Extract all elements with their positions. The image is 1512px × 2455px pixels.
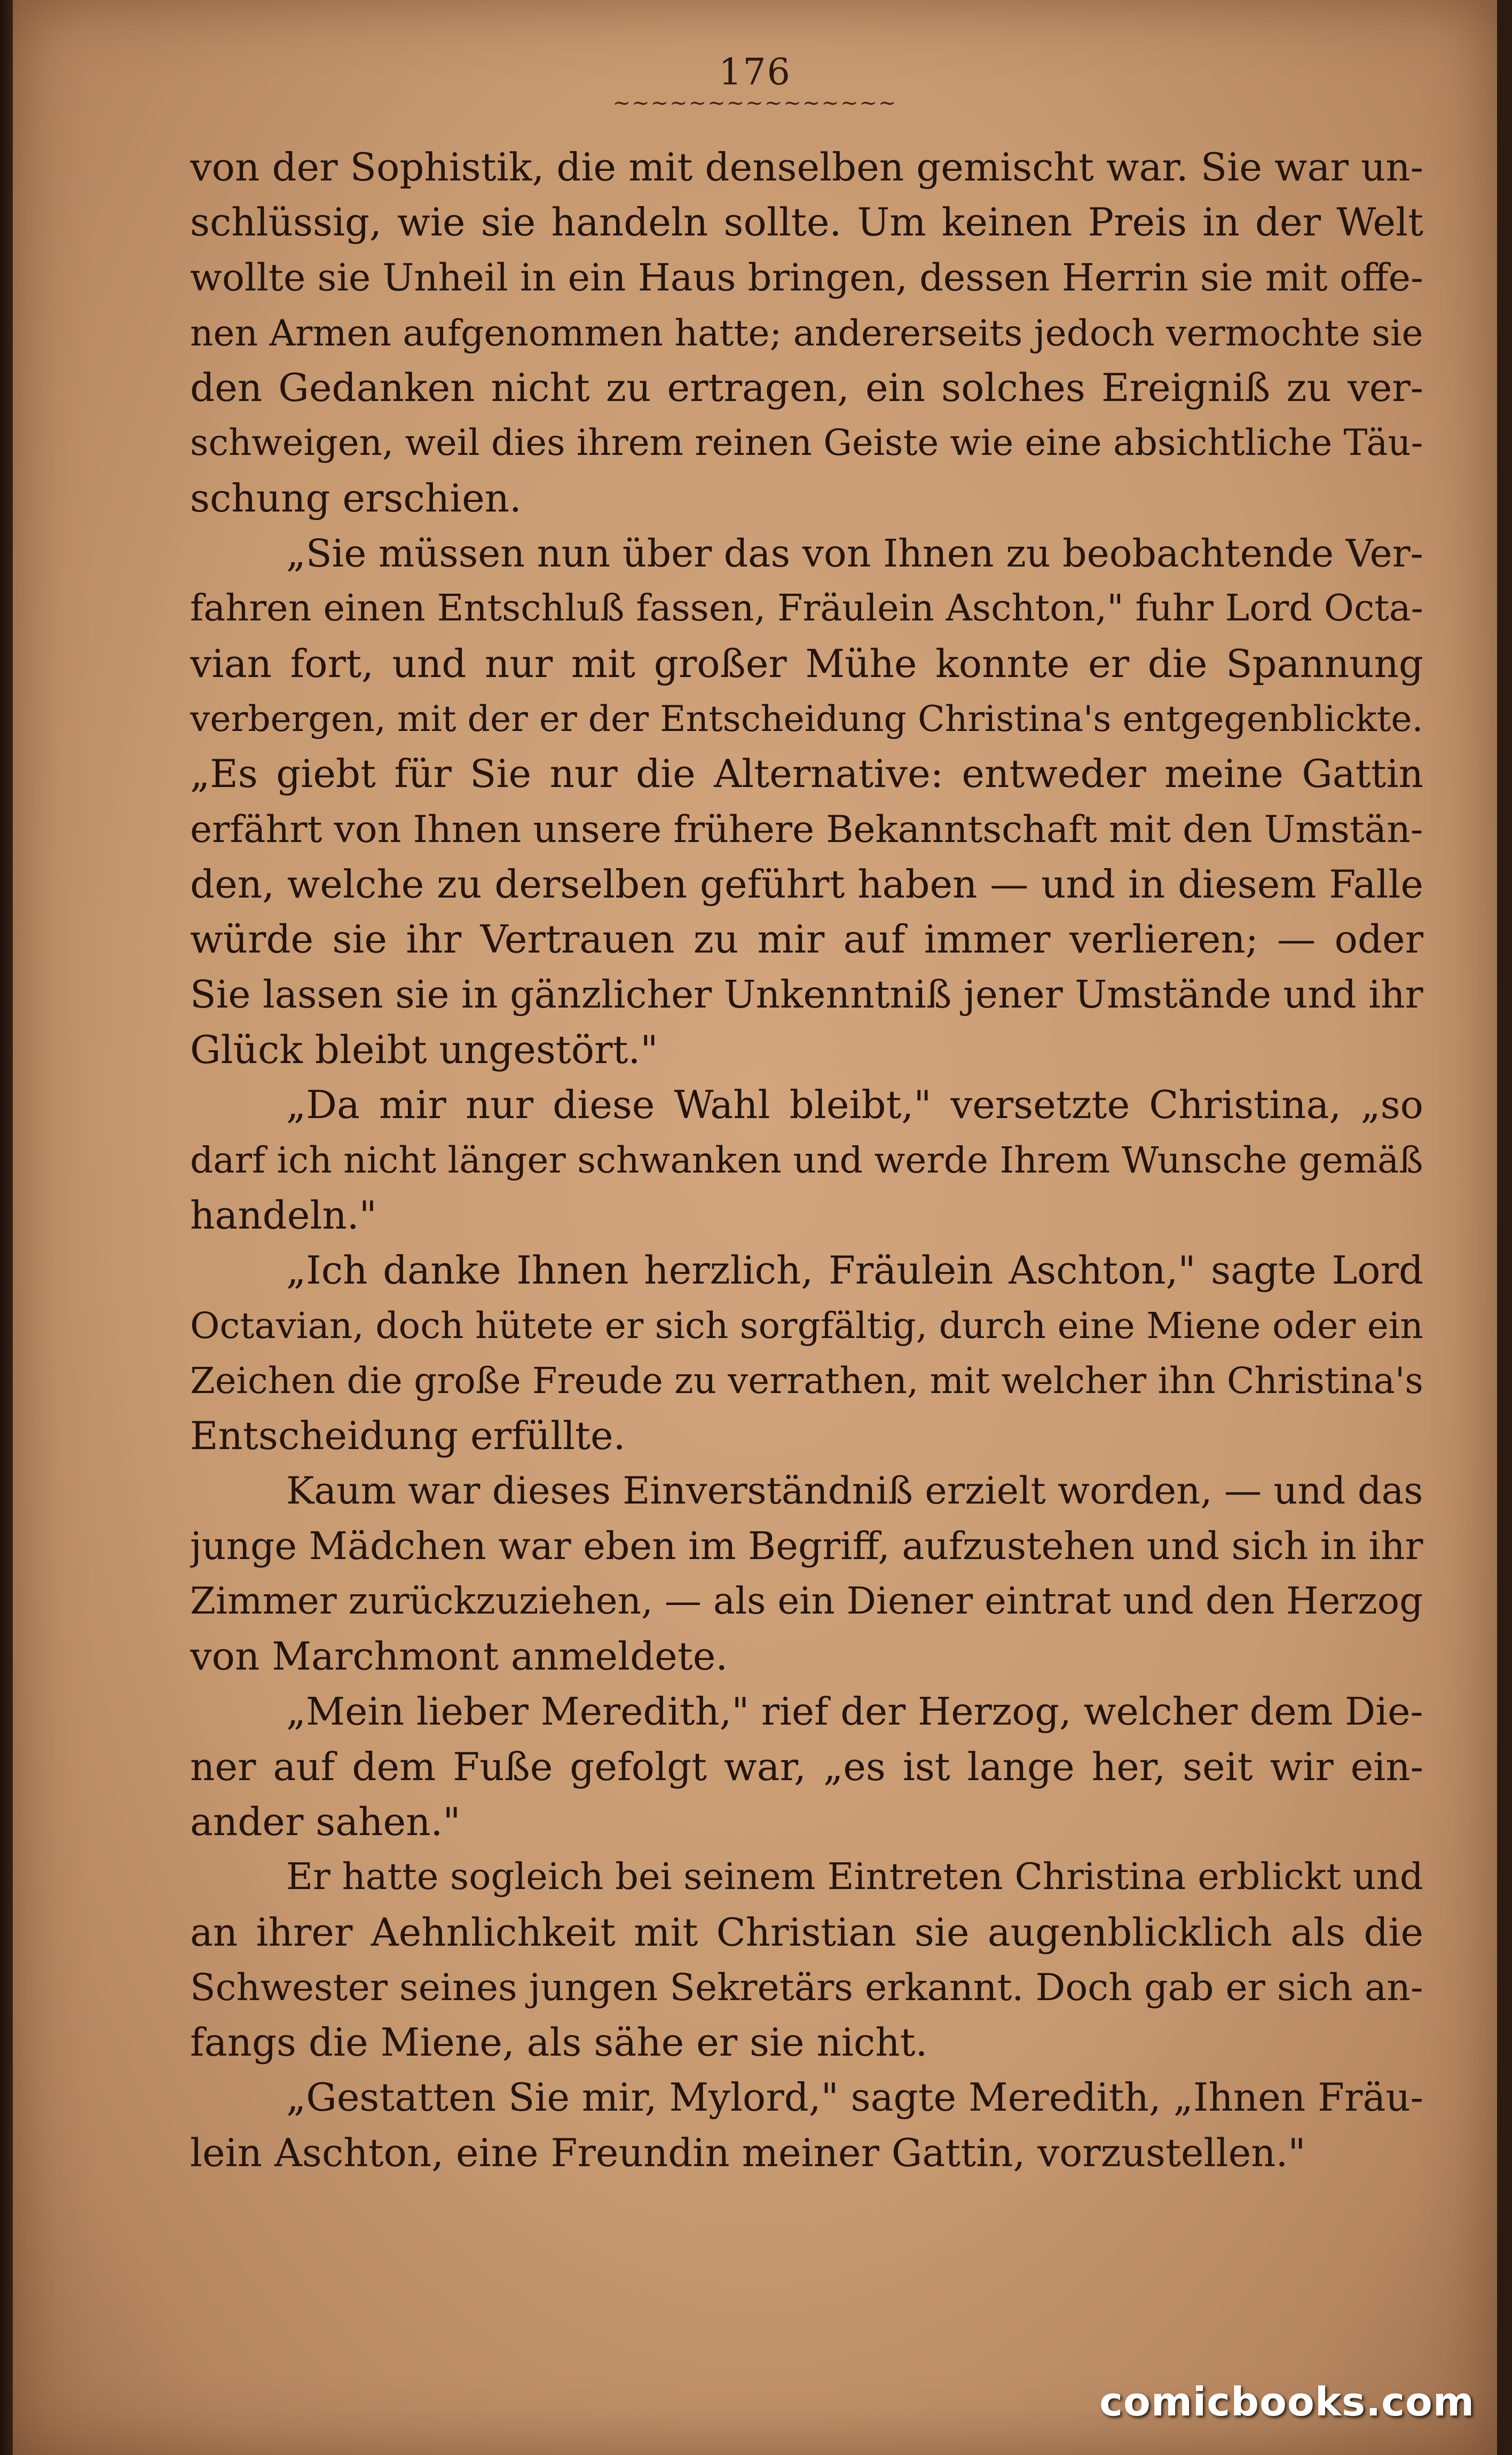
text-line: von der Sophistik, die mit denselben gemischt war. Sie war un- xyxy=(190,145,1423,190)
text-line: erfährt von Ihnen unsere frühere Bekanntschaft mit den Umstän- xyxy=(190,807,1423,851)
text-line: den, welche zu derselben geführt haben — und in diesem Falle xyxy=(190,861,1423,907)
text-line: Sie lassen sie in gänzlicher Unkenntniß jener Umstände und ihr xyxy=(190,972,1423,1017)
text-line: Glück bleibt ungestört." xyxy=(190,1027,658,1072)
text-line: Octavian, doch hütete er sich sorgfältig, durch eine Miene oder ein xyxy=(190,1304,1423,1347)
text-line: verbergen, mit der er der Entscheidung Christina's entgegenblickte. xyxy=(190,698,1423,739)
text-line: Entscheidung erfüllte. xyxy=(190,1413,626,1458)
text-line: schung erschien. xyxy=(190,475,522,521)
paragraph-start-line: Kaum war dieses Einverständniß erzielt worden, — und das xyxy=(286,1469,1423,1513)
page-number: 176 xyxy=(719,51,791,93)
paragraph-start-line: „Mein lieber Meredith," rief der Herzog, welcher dem Die- xyxy=(286,1689,1423,1734)
body-text xyxy=(190,140,1423,2181)
paragraph-start-line: „Gestatten Sie mir, Mylord," sagte Meredith, „Ihnen Fräu- xyxy=(286,2075,1423,2120)
text-line: vian fort, und nur mit großer Mühe konnte er die Spannung xyxy=(190,641,1423,686)
text-line: ander sahen." xyxy=(190,1799,461,1844)
text-line: darf ich nicht länger schwanken und werde Ihrem Wunsche gemäß xyxy=(190,1139,1423,1182)
site-watermark: comicbooks.com xyxy=(1099,2379,1475,2425)
text-line: wollte sie Unheil in ein Haus bringen, dessen Herrin sie mit offe- xyxy=(190,255,1423,300)
text-line: Zimmer zurückzuziehen, — als ein Diener eintrat und den Herzog xyxy=(190,1579,1423,1623)
paragraph-start-line: Er hatte sogleich bei seinem Eintreten Christina erblickt und xyxy=(286,1855,1423,1899)
text-line: junge Mädchen war eben im Begriff, aufzustehen und sich in ihr xyxy=(190,1524,1423,1569)
text-line: ner auf dem Fuße gefolgt war, „es ist lange her, seit wir ein- xyxy=(190,1744,1423,1789)
text-line: „Es giebt für Sie nur die Alternative: entweder meine Gattin xyxy=(190,751,1423,797)
paragraph-start-line: „Da mir nur diese Wahl bleibt," versetzte Christina, „so xyxy=(286,1082,1423,1128)
paragraph-start-line: „Ich danke Ihnen herzlich, Fräulein Aschton," sagte Lord xyxy=(286,1247,1423,1293)
text-line: lein Aschton, eine Freundin meiner Gattin, vorzustellen." xyxy=(190,2130,1306,2175)
text-line: handeln." xyxy=(190,1192,377,1238)
text-line: fahren einen Entschluß fassen, Fräulein Aschton," fuhr Lord Octa- xyxy=(190,587,1423,630)
header-ornament: ~~~~~~~~~~~~~~~ xyxy=(612,91,897,115)
text-line: nen Armen aufgenommen hatte; andererseits jedoch vermochte sie xyxy=(190,311,1423,354)
text-line: an ihrer Aehnlichkeit mit Christian sie augenblicklich als die xyxy=(190,1909,1423,1955)
text-line: würde sie ihr Vertrauen zu mir auf immer verlieren; — oder xyxy=(190,917,1423,962)
text-line: den Gedanken nicht zu ertragen, ein solches Ereigniß zu ver- xyxy=(190,365,1423,411)
text-line: fangs die Miene, als sähe er sie nicht. xyxy=(190,2020,928,2065)
text-line: von Marchmont anmeldete. xyxy=(190,1634,728,1679)
text-line: schlüssig, wie sie handeln sollte. Um keinen Preis in der Welt xyxy=(190,200,1423,245)
text-line: schweigen, weil dies ihrem reinen Geiste wie eine absichtliche Täu- xyxy=(190,422,1423,464)
text-line: Schwester seines jungen Sekretärs erkannt. Doch gab er sich an- xyxy=(190,1965,1423,2009)
text-line: Zeichen die große Freude zu verrathen, mit welcher ihn Christina's xyxy=(190,1359,1423,1402)
book-page xyxy=(13,0,1497,2455)
paragraph-start-line: „Sie müssen nun über das von Ihnen zu beobachtende Ver- xyxy=(286,531,1423,576)
